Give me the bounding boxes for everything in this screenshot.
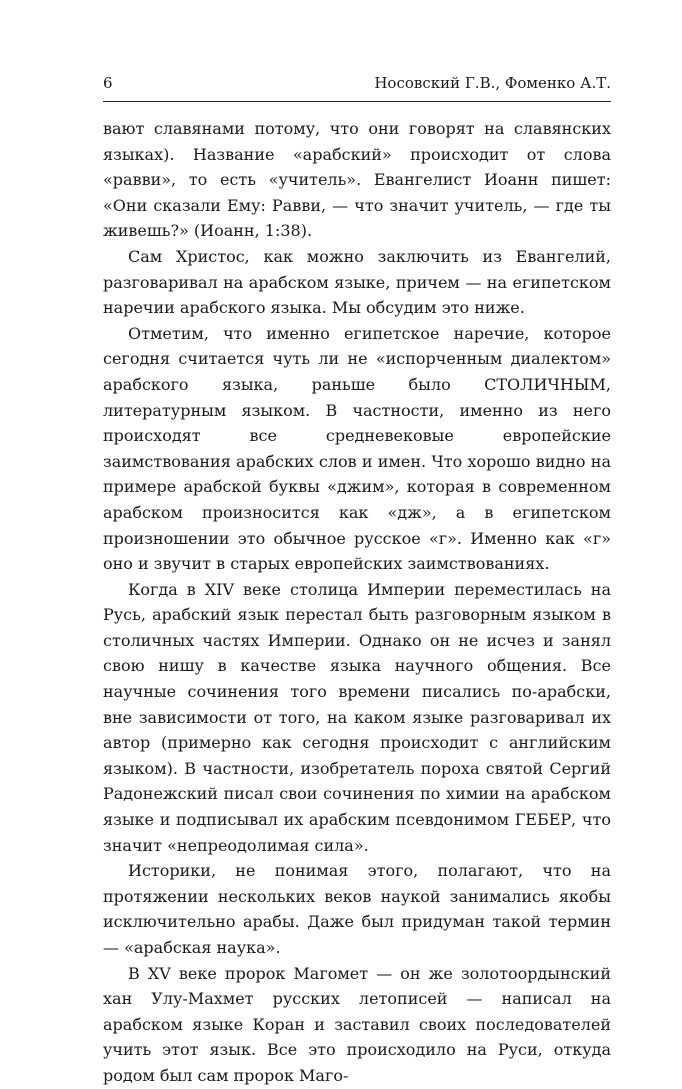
running-title: Носовский Г.В., Фоменко А.Т. bbox=[374, 74, 611, 92]
paragraph-5: Историки, не понимая этого, полагают, что на протяжении нескольких веков наукой занимались якобы исключительно арабы. Даже был придуман такой термин — «арабская наука». bbox=[103, 861, 611, 957]
paragraph-2: Сам Христос, как можно заключить из Евангелий, разговаривал на арабском языке, причем — на египетском наречии арабского языка. Мы обсудим это ниже. bbox=[103, 246, 611, 318]
book-page bbox=[103, 74, 611, 1089]
paragraph-6: В XV веке пророк Магомет — он же золотоордынский хан Улу-Махмет русских летописей — написал на арабском языке Коран и заставил своих последователей учить этот язык. Все это происходило на Руси, откуда родом был сам пророк Маго- bbox=[103, 963, 611, 1085]
paragraph-1: вают славянами потому, что они говорят на славянских языках). Название «арабский» происходит от слова «равви», то есть «учитель». Евангелист Иоанн пишет: «Они сказали Ему: Равви, — что значит учитель, — где ты живешь?» (Иоанн, 1:38). bbox=[103, 119, 611, 241]
paragraph-4: Когда в XIV веке столица Империи переместилась на Русь, арабский язык перестал быть разговорным языком в столичных частях Империи. Однако он не исчез и занял свою нишу в качестве языка научного общения. Все научные сочинения того времени писались по-арабски, вне зависимости от того, на каком языке разговаривал их автор (примерно как сегодня происходит с английским языком). В частности, изобретатель пороха святой Сергий Радонежский писал свои сочинения по химии на арабском языке и подписывал их арабским псевдонимом ГЕБЕР, что значит «непреодолимая сила». bbox=[103, 579, 611, 855]
running-header bbox=[103, 74, 611, 102]
body-text bbox=[103, 116, 611, 1089]
page-number: 6 bbox=[103, 74, 113, 92]
paragraph-3: Отметим, что именно египетское наречие, которое сегодня считается чуть ли не «испорченным диалектом» арабского языка, раньше было СТОЛИЧНЫМ, литературным языком. В частности, именно из него происходят все средневековые европейские заимствования арабских слов и имен. Что хорошо видно на примере арабской буквы «джим», которая в современном арабском произносится как «дж», а в египетском произношении это обычное русское «г». Именно как «г» оно и звучит в старых европейских заимствованиях. bbox=[103, 323, 611, 574]
